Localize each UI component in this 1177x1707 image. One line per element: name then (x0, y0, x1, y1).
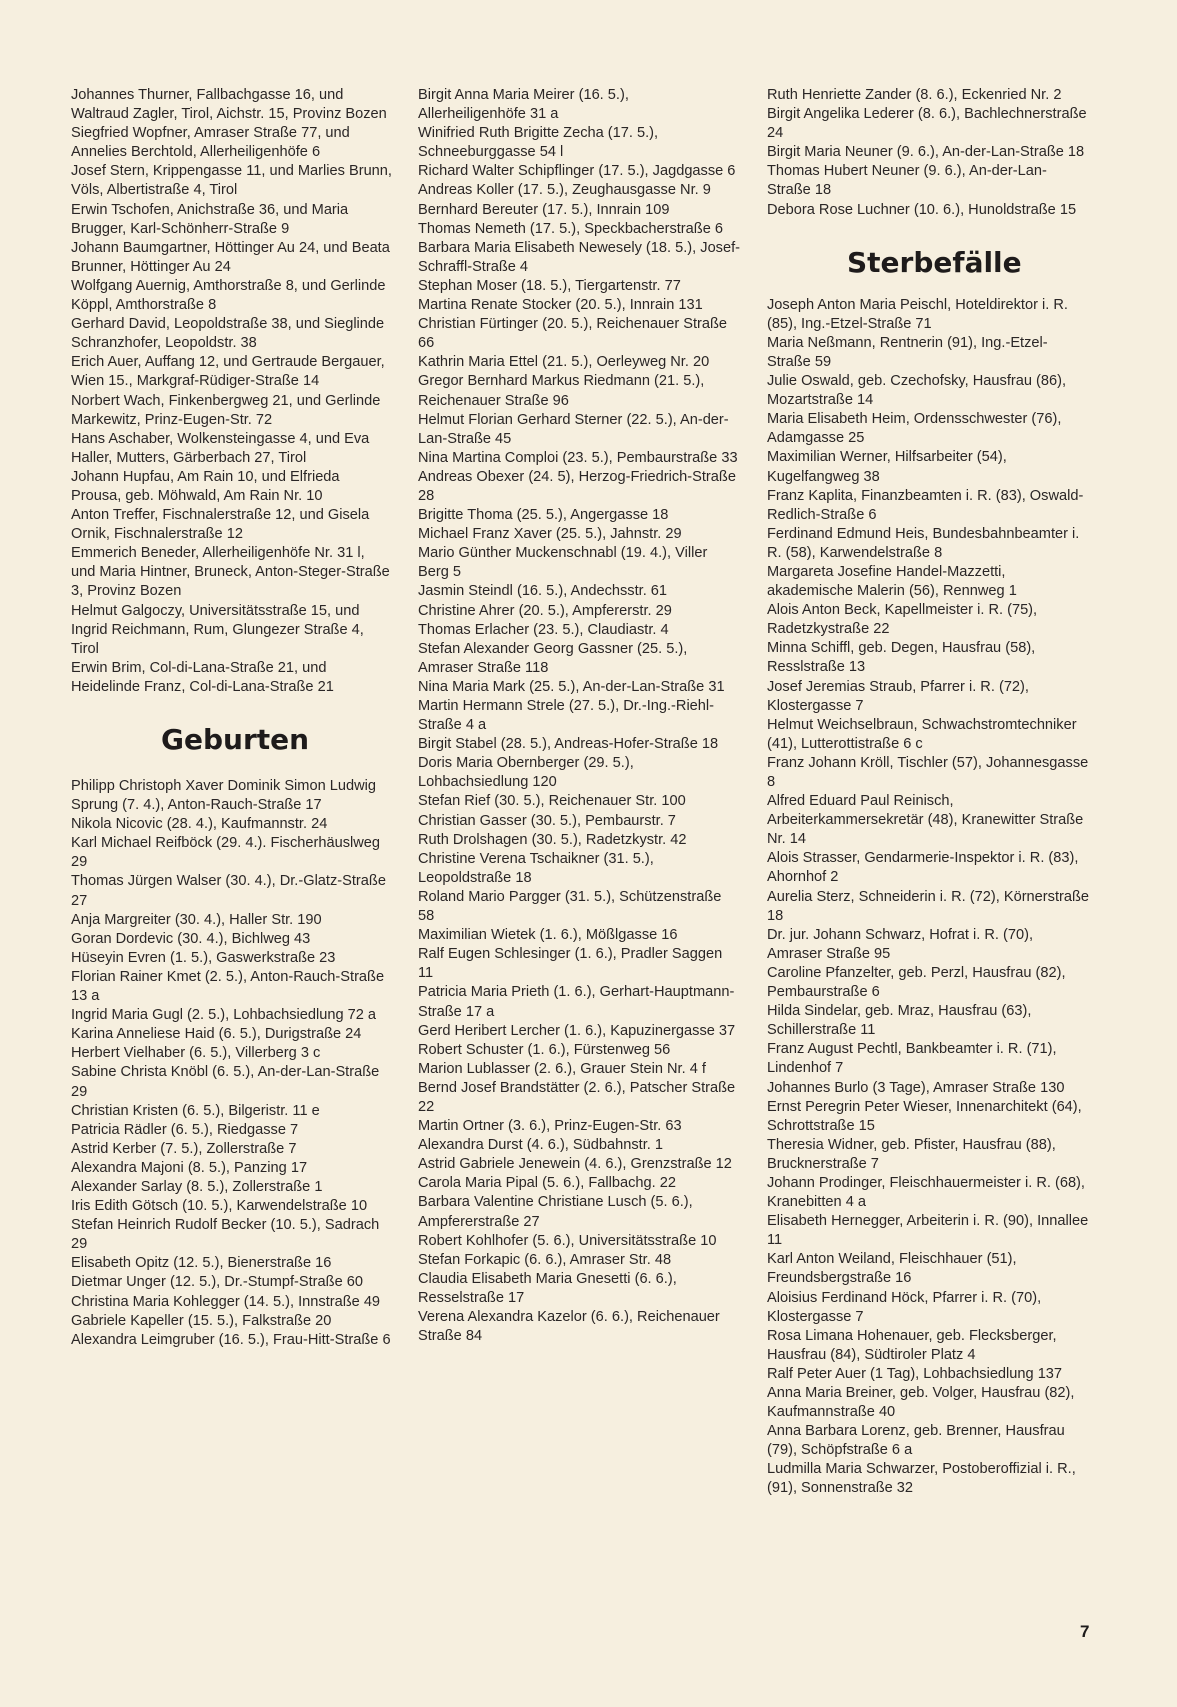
birth-entry: Barbara Maria Elisabeth Newesely (18. 5.), Josef-Schraffl-Straße 4 (418, 239, 741, 275)
death-entry: Maximilian Werner, Hilfsarbeiter (54), Kugelfangweg 38 (767, 449, 1007, 485)
birth-entry: Goran Dordevic (30. 4.), Bichlweg 43 (71, 930, 311, 947)
death-entry: Alfred Eduard Paul Reinisch, Arbeiterkammersekretär (48), Kranewitter Straße Nr. 14 (767, 793, 1084, 848)
birth-entry: Alexandra Durst (4. 6.), Südbahnstr. 1 (418, 1137, 663, 1154)
death-entry: Rosa Limana Hohenauer, geb. Flecksberger, Hausfrau (84), Südtiroler Platz 4 (767, 1327, 1057, 1363)
birth-entry: Maximilian Wietek (1. 6.), Mößlgasse 16 (418, 927, 678, 944)
death-entry: Karl Anton Weiland, Fleischhauer (51), Freundsbergstraße 16 (767, 1251, 1017, 1287)
birth-entry: Christian Fürtinger (20. 5.), Reichenauer Straße 66 (418, 316, 728, 352)
birth-entry: Kathrin Maria Ettel (21. 5.), Oerleyweg Nr. 20 (418, 354, 710, 371)
birth-entry: Bernhard Bereuter (17. 5.), Innrain 109 (418, 201, 670, 218)
birth-entry: Birgit Anna Maria Meirer (16. 5.), Allerheiligenhöfe 31 a (418, 87, 629, 123)
death-entry: Franz Kaplita, Finanzbeamten i. R. (83), Oswald-Redlich-Straße 6 (767, 487, 1084, 523)
birth-entry: Barbara Valentine Christiane Lusch (5. 6.), Ampfererstraße 27 (418, 1194, 693, 1230)
death-entry: Hilda Sindelar, geb. Mraz, Hausfrau (63), Schillerstraße 11 (767, 1003, 1032, 1039)
birth-entry: Christine Verena Tschaikner (31. 5.), Leopoldstraße 18 (418, 850, 654, 886)
birth-entry: Robert Schuster (1. 6.), Fürstenweg 56 (418, 1041, 671, 1058)
birth-entry: Patricia Maria Prieth (1. 6.), Gerhart-Hauptmann-Straße 17 a (418, 984, 735, 1020)
column-3 (767, 86, 1089, 1499)
birth-entry: Birgit Stabel (28. 5.), Andreas-Hofer-Straße 18 (418, 736, 719, 753)
birth-entry: Stefan Alexander Georg Gassner (25. 5.), Amraser Straße 118 (418, 640, 688, 676)
heading-geburten: Geburten (161, 723, 310, 756)
death-entry: Ralf Peter Auer (1 Tag), Lohbachsiedlung 137 (767, 1365, 1063, 1382)
birth-entry: Alexandra Majoni (8. 5.), Panzing 17 (71, 1159, 308, 1176)
birth-entry: Marion Lublasser (2. 6.), Grauer Stein Nr. 4 f (418, 1060, 706, 1077)
birth-entry: Gregor Bernhard Markus Riedmann (21. 5.), Reichenauer Straße 96 (418, 373, 705, 409)
death-entry: Johannes Burlo (3 Tage), Amraser Straße 130 (767, 1079, 1065, 1096)
birth-entry: Bernd Josef Brandstätter (2. 6.), Patscher Straße 22 (418, 1079, 736, 1115)
birth-entry: Gabriele Kapeller (15. 5.), Falkstraße 20 (71, 1312, 332, 1329)
marriage-entry: Gerhard David, Leopoldstraße 38, und Sieglinde Schranzhofer, Leopoldstr. 38 (71, 316, 385, 352)
birth-entry: Karina Anneliese Haid (6. 5.), Durigstraße 24 (71, 1026, 362, 1043)
birth-entry: Thomas Nemeth (17. 5.), Speckbacherstraße 6 (418, 220, 723, 237)
birth-list-end (767, 86, 1089, 220)
birth-entry: Claudia Elisabeth Maria Gnesetti (6. 6.), Resselstraße 17 (418, 1270, 677, 1306)
birth-entry: Stefan Rief (30. 5.), Reichenauer Str. 100 (418, 793, 686, 810)
death-entry: Alois Strasser, Gendarmerie-Inspektor i. R. (83), Ahornhof 2 (767, 850, 1079, 886)
marriage-entry: Emmerich Beneder, Allerheiligenhöfe Nr. 31 l, und Maria Hintner, Bruneck, Anton-Steger-Straße 3, Provinz Bozen (71, 545, 390, 600)
birth-entry: Roland Mario Pargger (31. 5.), Schützenstraße 58 (418, 888, 722, 925)
page-number: 7 (1080, 1622, 1090, 1641)
marriage-entry: Wolfgang Auernig, Amthorstraße 8, und Gerlinde Köppl, Amthorstraße 8 (71, 277, 386, 314)
birth-entry: Florian Rainer Kmet (2. 5.), Anton-Rauch-Straße 13 a (71, 968, 385, 1005)
death-entry: Minna Schiffl, geb. Degen, Hausfrau (58), Resslstraße 13 (767, 640, 1036, 676)
death-entry: Anna Barbara Lorenz, geb. Brenner, Hausfrau (79), Schöpfstraße 6 a (767, 1423, 1065, 1459)
birth-entry: Anja Margreiter (30. 4.), Haller Str. 190 (71, 911, 322, 928)
birth-entry: Andreas Koller (17. 5.), Zeughausgasse Nr. 9 (418, 182, 711, 199)
birth-entry: Stefan Heinrich Rudolf Becker (10. 5.), Sadrach 29 (71, 1217, 380, 1253)
birth-entry: Alexandra Leimgruber (16. 5.), Frau-Hitt-Straße 6 (71, 1331, 391, 1348)
birth-entry: Thomas Jürgen Walser (30. 4.), Dr.-Glatz-Straße 27 (71, 873, 386, 909)
birth-entry: Astrid Kerber (7. 5.), Zollerstraße 7 (71, 1140, 297, 1157)
birth-entry: Birgit Angelika Lederer (8. 6.), Bachlechnerstraße 24 (767, 106, 1087, 142)
birth-entry: Herbert Vielhaber (6. 5.), Villerberg 3 c (71, 1045, 321, 1062)
death-list (767, 296, 1089, 1499)
marriage-entry: Erich Auer, Auffang 12, und Gertraude Bergauer, Wien 15., Markgraf-Rüdiger-Straße 14 (71, 354, 385, 390)
death-entry: Ernst Peregrin Peter Wieser, Innenarchitekt (64), Schrottstraße 15 (767, 1098, 1082, 1134)
birth-entry: Ruth Henriette Zander (8. 6.), Eckenried Nr. 2 (767, 87, 1062, 103)
birth-entry: Martin Ortner (3. 6.), Prinz-Eugen-Str. 63 (418, 1118, 682, 1135)
birth-entry: Nina Martina Comploi (23. 5.), Pembaurstraße 33 (418, 449, 738, 466)
birth-entry: Christina Maria Kohlegger (14. 5.), Innstraße 49 (71, 1293, 381, 1310)
birth-list-continued (418, 86, 740, 1346)
birth-entry: Christian Gasser (30. 5.), Pembaurstr. 7 (418, 812, 676, 829)
death-entry: Ferdinand Edmund Heis, Bundesbahnbeamter i. R. (58), Karwendelstraße 8 (767, 525, 1080, 561)
birth-entry: Christian Kristen (6. 5.), Bilgeristr. 11 e (71, 1102, 320, 1119)
heading-sterbefaelle: Sterbefälle (847, 245, 1022, 279)
birth-entry: Richard Walter Schipflinger (17. 5.), Jagdgasse 6 (418, 163, 736, 180)
birth-entry: Robert Kohlhofer (5. 6.), Universitätsstraße 10 (418, 1232, 717, 1249)
birth-entry: Martin Hermann Strele (27. 5.), Dr.-Ing.-Riehl-Straße 4 a (418, 698, 715, 734)
birth-entry: Philipp Christoph Xaver Dominik Simon Ludwig Sprung (7. 4.), Anton-Rauch-Straße 17 (71, 778, 376, 814)
birth-entry: Carola Maria Pipal (5. 6.), Fallbachg. 22 (418, 1175, 676, 1192)
birth-entry: Andreas Obexer (24. 5), Herzog-Friedrich-Straße 28 (418, 468, 736, 504)
birth-entry: Verena Alexandra Kazelor (6. 6.), Reichenauer Straße 84 (418, 1309, 720, 1345)
birth-entry: Karl Michael Reifböck (29. 4.). Fischerhäuslweg 29 (71, 835, 381, 871)
death-entry: Ludmilla Maria Schwarzer, Postoberoffizial i. R., (91), Sonnenstraße 32 (767, 1461, 1076, 1497)
birth-entry: Elisabeth Opitz (12. 5.), Bienerstraße 16 (71, 1255, 332, 1272)
marriage-entry: Johann Baumgartner, Höttinger Au 24, und Beata Brunner, Höttinger Au 24 (71, 239, 390, 275)
birth-entry: Hüseyin Evren (1. 5.), Gaswerkstraße 23 (71, 949, 336, 966)
birth-entry: Mario Günther Muckenschnabl (19. 4.), Viller Berg 5 (418, 545, 708, 581)
birth-entry: Alexander Sarlay (8. 5.), Zollerstraße 1 (71, 1178, 323, 1195)
death-entry: Johann Prodinger, Fleischhauermeister i. R. (68), Kranebitten 4 a (767, 1174, 1085, 1211)
birth-entry: Martina Renate Stocker (20. 5.), Innrain 131 (418, 297, 703, 314)
death-entry: Maria Neßmann, Rentnerin (91), Ing.-Etzel-Straße 59 (767, 334, 1048, 370)
death-entry: Dr. jur. Johann Schwarz, Hofrat i. R. (70), Amraser Straße 95 (767, 926, 1034, 962)
birth-entry: Stephan Moser (18. 5.), Tiergartenstr. 77 (418, 277, 681, 294)
birth-entry: Thomas Erlacher (23. 5.), Claudiastr. 4 (418, 621, 669, 638)
birth-entry: Debora Rose Luchner (10. 6.), Hunoldstraße 15 (767, 201, 1077, 218)
death-entry: Margareta Josefine Handel-Mazzetti, akademische Malerin (56), Rennweg 1 (767, 563, 1017, 600)
marriage-entry: Erwin Tschofen, Anichstraße 36, und Maria Brugger, Karl-Schönherr-Straße 9 (71, 201, 349, 237)
marriage-list (71, 86, 393, 697)
marriage-entry: Anton Treffer, Fischnalerstraße 12, und Gisela Ornik, Fischnalerstraße 12 (71, 507, 370, 543)
death-entry: Joseph Anton Maria Peischl, Hoteldirektor i. R. (85), Ing.-Etzel-Straße 71 (767, 296, 1068, 332)
birth-entry: Christine Ahrer (20. 5.), Ampfererstr. 29 (418, 602, 672, 619)
marriage-entry: Helmut Galgoczy, Universitätsstraße 15, und Ingrid Reichmann, Rum, Glungezer Straße 4, Tirol (71, 602, 364, 657)
death-entry: Maria Elisabeth Heim, Ordensschwester (76), Adamgasse 25 (767, 411, 1062, 447)
death-entry: Franz August Pechtl, Bankbeamter i. R. (71), Lindenhof 7 (767, 1041, 1057, 1077)
birth-entry: Jasmin Steindl (16. 5.), Andechsstr. 61 (418, 583, 668, 600)
column-2 (418, 86, 740, 1346)
birth-entry: Astrid Gabriele Jenewein (4. 6.), Grenzstraße 12 (418, 1156, 732, 1173)
death-entry: Helmut Weichselbraun, Schwachstromtechniker (41), Lutterottistraße 6 c (767, 716, 1077, 752)
birth-entry: Nikola Nicovic (28. 4.), Kaufmannstr. 24 (71, 816, 328, 833)
birth-entry: Dietmar Unger (12. 5.), Dr.-Stumpf-Straße 60 (71, 1274, 363, 1291)
birth-entry: Patricia Rädler (6. 5.), Riedgasse 7 (71, 1121, 299, 1138)
death-entry: Anna Maria Breiner, geb. Volger, Hausfrau (82), Kaufmannstraße 40 (767, 1385, 1075, 1421)
birth-entry: Sabine Christa Knöbl (6. 5.), An-der-Lan-Straße 29 (71, 1064, 380, 1100)
marriage-entry: Erwin Brim, Col-di-Lana-Straße 21, und Heidelinde Franz, Col-di-Lana-Straße 21 (71, 659, 334, 695)
birth-entry: Birgit Maria Neuner (9. 6.), An-der-Lan-Straße 18 (767, 144, 1085, 161)
death-entry: Aurelia Sterz, Schneiderin i. R. (72), Körnerstraße 18 (767, 888, 1090, 924)
birth-entry: Ralf Eugen Schlesinger (1. 6.), Pradler Saggen 11 (418, 946, 723, 982)
marriage-entry: Norbert Wach, Finkenbergweg 21, und Gerlinde Markewitz, Prinz-Eugen-Str. 72 (71, 392, 381, 428)
birth-entry: Thomas Hubert Neuner (9. 6.), An-der-Lan-Straße 18 (767, 163, 1047, 199)
birth-entry: Helmut Florian Gerhard Sterner (22. 5.), An-der-Lan-Straße 45 (418, 411, 729, 447)
birth-list (71, 777, 393, 1350)
birth-entry: Brigitte Thoma (25. 5.), Angergasse 18 (418, 507, 669, 524)
marriage-entry: Johannes Thurner, Fallbachgasse 16, und Waltraud Zagler, Tirol, Aichstr. 15, Provinz Bozen (71, 87, 387, 123)
marriage-entry: Josef Stern, Krippengasse 11, und Marlies Brunn, Völs, Albertistraße 4, Tirol (71, 163, 392, 199)
death-entry: Franz Johann Kröll, Tischler (57), Johannesgasse 8 (767, 754, 1089, 790)
death-entry: Caroline Pfanzelter, geb. Perzl, Hausfrau (82), Pembaurstraße 6 (767, 964, 1066, 1001)
death-entry: Elisabeth Hernegger, Arbeiterin i. R. (90), Innallee 11 (767, 1213, 1089, 1249)
marriage-entry: Johann Hupfau, Am Rain 10, und Elfrieda Prousa, geb. Möhwald, Am Rain Nr. 10 (71, 468, 340, 504)
marriage-entry: Hans Aschaber, Wolkensteingasse 4, und Eva Haller, Mutters, Gärberbach 27, Tirol (71, 430, 370, 466)
death-entry: Alois Anton Beck, Kapellmeister i. R. (75), Radetzkystraße 22 (767, 602, 1038, 638)
death-entry: Theresia Widner, geb. Pfister, Hausfrau (88), Brucknerstraße 7 (767, 1136, 1056, 1172)
death-entry: Josef Jeremias Straub, Pfarrer i. R. (72), Klostergasse 7 (767, 678, 1029, 714)
death-entry: Julie Oswald, geb. Czechofsky, Hausfrau (86), Mozartstraße 14 (767, 373, 1067, 409)
birth-entry: Gerd Heribert Lercher (1. 6.), Kapuzinergasse 37 (418, 1022, 736, 1039)
death-entry: Aloisius Ferdinand Höck, Pfarrer i. R. (70), Klostergasse 7 (767, 1289, 1042, 1325)
birth-entry: Winifried Ruth Brigitte Zecha (17. 5.), Schneeburggasse 54 l (418, 125, 659, 161)
birth-entry: Ingrid Maria Gugl (2. 5.), Lohbachsiedlung 72 a (71, 1007, 377, 1024)
birth-entry: Stefan Forkapic (6. 6.), Amraser Str. 48 (418, 1251, 672, 1268)
birth-entry: Ruth Drolshagen (30. 5.), Radetzkystr. 42 (418, 831, 687, 848)
column-1 (71, 86, 393, 1350)
marriage-entry: Siegfried Wopfner, Amraser Straße 77, und Annelies Berchtold, Allerheiligenhöfe 6 (71, 125, 350, 161)
birth-entry: Iris Edith Götsch (10. 5.), Karwendelstraße 10 (71, 1198, 368, 1215)
birth-entry: Doris Maria Obernberger (29. 5.), Lohbachsiedlung 120 (418, 755, 634, 791)
birth-entry: Michael Franz Xaver (25. 5.), Jahnstr. 29 (418, 526, 682, 543)
birth-entry: Nina Maria Mark (25. 5.), An-der-Lan-Straße 31 (418, 678, 725, 695)
